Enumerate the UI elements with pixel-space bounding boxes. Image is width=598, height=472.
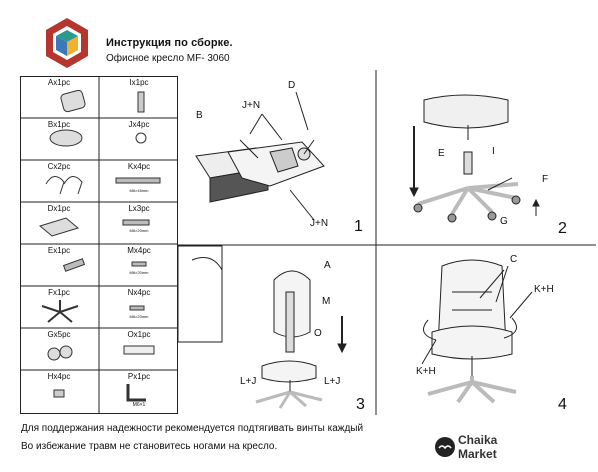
parts-list — [20, 76, 178, 414]
screw-size: M6×20mm — [129, 270, 149, 275]
callout-l-j: L+J — [240, 376, 257, 387]
diagram-frame — [178, 70, 596, 415]
part-label: Bx1pc — [47, 120, 71, 129]
callout-o: O — [314, 328, 322, 339]
part-label: Ox1pc — [127, 330, 151, 339]
step-number: 2 — [558, 220, 567, 237]
safety-note: Во избежание травм не становитесь ногами на кресло. — [21, 441, 278, 452]
callout-c: C — [510, 254, 518, 265]
part-label: Ex1pc — [47, 246, 71, 255]
callout-g: G — [500, 216, 508, 227]
part-label: Lx3pc — [128, 204, 150, 213]
screw-size: M6×20mm — [129, 228, 149, 233]
part-label: Mx4pc — [127, 246, 151, 255]
callout-j-n: J+N — [242, 100, 261, 111]
callout-j-n-2: J+N — [310, 218, 329, 229]
step-number: 3 — [356, 396, 365, 413]
part-label: Nx4pc — [127, 288, 151, 297]
step-number: 1 — [354, 218, 363, 235]
screw-size: M6×45mm — [129, 188, 149, 193]
callout-m: M — [322, 296, 331, 307]
callout-f: F — [542, 174, 549, 185]
part-label: Jx4pc — [128, 120, 150, 129]
callout-e: E — [438, 148, 445, 159]
callout-d: D — [288, 80, 296, 91]
brand-name-line2: Market — [458, 447, 497, 461]
part-label: Px1pc — [127, 372, 151, 381]
screw-size: M6×1 — [132, 402, 146, 408]
part-label: Hx4pc — [47, 372, 71, 381]
step-number: 4 — [558, 396, 567, 413]
part-label: Ax1pc — [47, 78, 71, 87]
brand-logo — [44, 16, 90, 70]
part-label: Kx4pc — [127, 162, 151, 171]
maintenance-note: Для поддержания надежности рекомендуется подтягивать винты каждый — [21, 423, 364, 434]
part-label: Cx2pc — [47, 162, 71, 171]
part-label: Fx1pc — [48, 288, 70, 297]
part-label: Gx5pc — [47, 330, 71, 339]
document-subtitle: Офисное кресло MF- 3060 — [106, 53, 230, 64]
brand-name-line1: Chaika — [458, 433, 498, 447]
callout-i: I — [492, 146, 495, 157]
callout-l-j-2: L+J — [324, 376, 341, 387]
callout-k-h: K+H — [534, 284, 554, 295]
document-title: Инструкция по сборке. — [106, 37, 233, 49]
callout-k-h-2: K+H — [416, 366, 436, 377]
part-label: Dx1pc — [47, 204, 71, 213]
seagull-icon — [434, 436, 456, 458]
assembly-diagrams — [178, 70, 596, 415]
screw-size: M6×20mm — [129, 314, 149, 319]
callout-b: B — [196, 110, 203, 121]
brand-chaika-market — [434, 430, 584, 464]
callout-a: A — [324, 260, 331, 271]
part-label: Ix1pc — [129, 78, 149, 87]
